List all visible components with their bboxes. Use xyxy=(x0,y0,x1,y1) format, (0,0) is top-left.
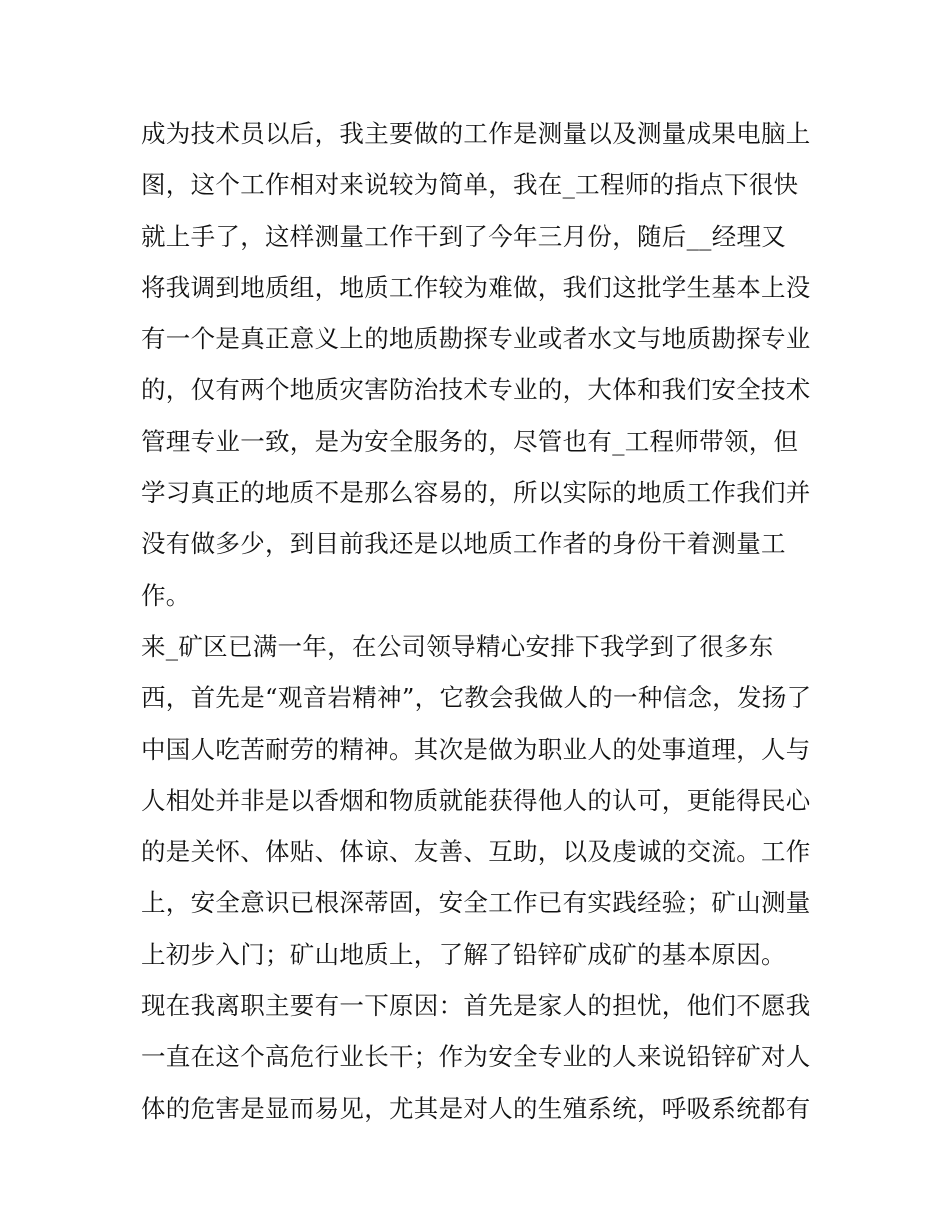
text-line: 现在我离职主要有一下原因：首先是家人的担忧，他们不愿我 xyxy=(141,991,811,1021)
text-line: 上，安全意识已根深蒂固，安全工作已有实践经验；矿山测量 xyxy=(141,888,811,918)
text-line: 西，首先是“观音岩精神”，它教会我做人的一种信念，发扬了 xyxy=(141,683,812,713)
text-line: 的是关怀、体贴、体谅、友善、互助，以及虔诚的交流。工作 xyxy=(141,837,811,867)
body-text xyxy=(141,108,821,1134)
text-line: 没有做多少，到目前我还是以地质工作者的身份干着测量工 xyxy=(141,529,786,559)
text-line: 一直在这个高危行业长干；作为安全专业的人来说铅锌矿对人 xyxy=(141,1042,811,1072)
text-line: 学习真正的地质不是那么容易的，所以实际的地质工作我们并 xyxy=(141,478,811,508)
text-line: 管理专业一致，是为安全服务的，尽管也有_工程师带领，但 xyxy=(141,426,799,456)
text-line: 作。 xyxy=(141,580,191,610)
text-line: 人相处并非是以香烟和物质就能获得他人的认可，更能得民心 xyxy=(141,785,811,815)
text-line: 图，这个工作相对来说较为简单，我在_工程师的指点下很快 xyxy=(141,170,799,200)
text-line: 的，仅有两个地质灾害防治技术专业的，大体和我们安全技术 xyxy=(141,375,811,405)
text-line: 有一个是真正意义上的地质勘探专业或者水文与地质勘探专业 xyxy=(141,324,811,354)
text-line: 成为技术员以后，我主要做的工作是测量以及测量成果电脑上 xyxy=(141,119,811,148)
text-line: 上初步入门；矿山地质上，了解了铅锌矿成矿的基本原因。 xyxy=(141,939,786,969)
text-line: 体的危害是显而易见，尤其是对人的生殖系统，呼吸系统都有 xyxy=(141,1093,811,1123)
text-line: 就上手了，这样测量工作干到了今年三月份，随后__经理又 xyxy=(141,221,787,251)
text-line: 来_矿区已满一年，在公司领导精心安排下我学到了很多东 xyxy=(141,631,774,661)
text-line: 将我调到地质组，地质工作较为难做，我们这批学生基本上没 xyxy=(141,272,811,302)
text-line: 中国人吃苦耐劳的精神。其次是做为职业人的处事道理，人与 xyxy=(141,734,811,764)
